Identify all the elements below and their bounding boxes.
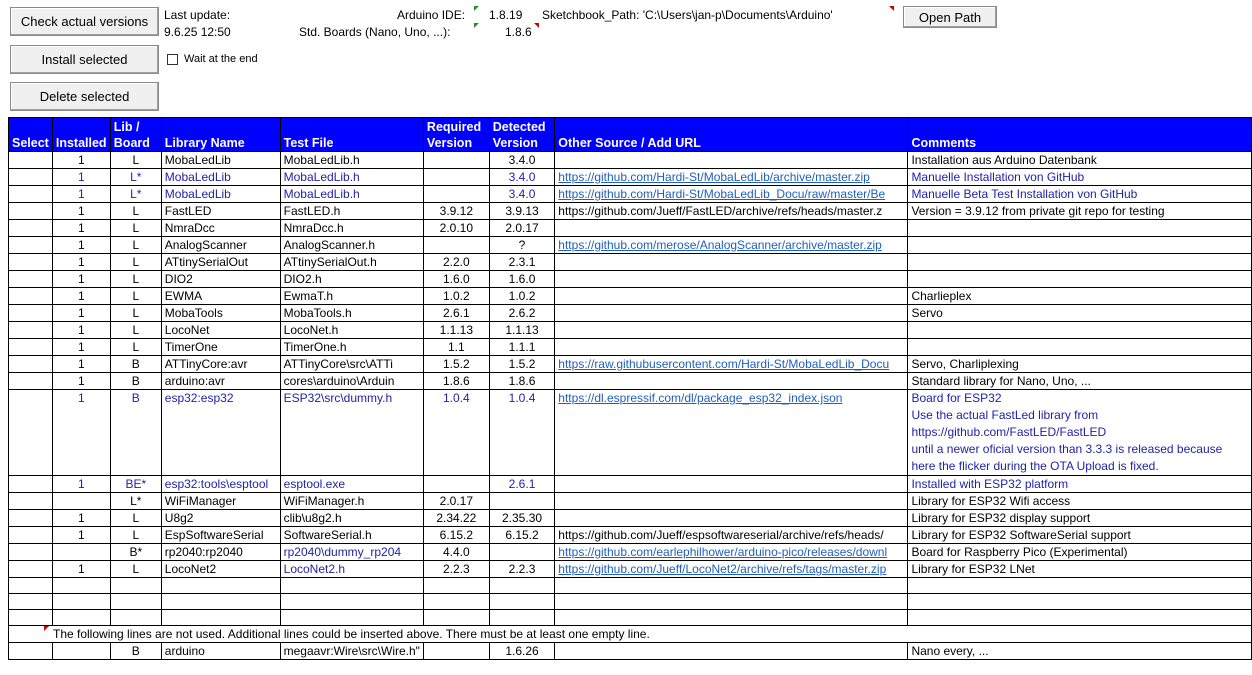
detected-version-cell[interactable]: 3.9.13 bbox=[489, 203, 555, 220]
library-name-cell[interactable]: LocoNet bbox=[161, 322, 280, 339]
library-name-cell[interactable]: MobaLedLib bbox=[161, 186, 280, 203]
comments-cell[interactable] bbox=[908, 322, 1252, 339]
library-name-cell[interactable]: rp2040:rp2040 bbox=[161, 544, 280, 561]
table-row[interactable] bbox=[9, 493, 1252, 510]
library-name-cell[interactable]: arduino:avr bbox=[161, 373, 280, 390]
other-source-cell[interactable] bbox=[555, 288, 908, 305]
required-version-cell[interactable]: 2.2.3 bbox=[423, 561, 489, 578]
installed-cell[interactable]: 1 bbox=[52, 339, 110, 356]
col-header-installed[interactable]: Installed bbox=[52, 118, 110, 152]
empty-cell[interactable] bbox=[52, 610, 110, 626]
detected-version-cell[interactable]: 1.1.13 bbox=[489, 322, 555, 339]
select-cell[interactable] bbox=[9, 288, 53, 305]
lib-board-cell[interactable]: L* bbox=[110, 493, 161, 510]
lib-board-cell[interactable]: B bbox=[110, 643, 161, 660]
select-cell[interactable] bbox=[9, 271, 53, 288]
test-file-cell[interactable]: cores\arduino\Arduin bbox=[280, 373, 423, 390]
table-row[interactable] bbox=[9, 186, 1252, 203]
empty-cell[interactable] bbox=[423, 610, 489, 626]
comments-cell[interactable] bbox=[908, 254, 1252, 271]
arduino-ide-label: Arduino IDE: bbox=[397, 8, 466, 22]
comments-cell[interactable]: Nano every, ... bbox=[908, 643, 1252, 660]
table-row[interactable] bbox=[9, 322, 1252, 339]
detected-version-cell[interactable]: 6.15.2 bbox=[489, 527, 555, 544]
table-row[interactable] bbox=[9, 237, 1252, 254]
library-name-cell[interactable]: MobaLedLib bbox=[161, 169, 280, 186]
other-source-cell[interactable] bbox=[555, 373, 908, 390]
table-row[interactable] bbox=[9, 288, 1252, 305]
empty-cell[interactable] bbox=[161, 610, 280, 626]
detected-version-cell[interactable]: 2.6.1 bbox=[489, 476, 555, 493]
select-cell[interactable] bbox=[9, 322, 53, 339]
select-cell[interactable] bbox=[9, 169, 53, 186]
wait-at-end-label: Wait at the end bbox=[184, 53, 258, 65]
detected-version-cell[interactable]: 2.3.1 bbox=[489, 254, 555, 271]
source-url-link[interactable]: https://dl.espressif.com/dl/package_esp32_index.json bbox=[558, 391, 843, 405]
empty-cell[interactable] bbox=[9, 594, 53, 610]
comments-cell[interactable]: Installed with ESP32 platform bbox=[908, 476, 1252, 493]
table-header-row bbox=[9, 118, 1252, 152]
other-source-cell[interactable] bbox=[555, 305, 908, 322]
table-row[interactable] bbox=[9, 254, 1252, 271]
last-update-value: 9.6.25 12:50 bbox=[164, 25, 231, 39]
empty-cell[interactable] bbox=[110, 594, 161, 610]
delete-selected-button[interactable]: Delete selected bbox=[10, 82, 159, 111]
other-source-cell[interactable] bbox=[555, 169, 908, 186]
other-source-cell[interactable] bbox=[555, 643, 908, 660]
empty-row[interactable] bbox=[9, 610, 1252, 626]
lib-board-cell[interactable]: B bbox=[110, 356, 161, 373]
library-name-cell[interactable]: NmraDcc bbox=[161, 220, 280, 237]
installed-cell[interactable]: 1 bbox=[52, 169, 110, 186]
required-version-cell[interactable]: 2.34.22 bbox=[423, 510, 489, 527]
other-source-cell[interactable] bbox=[555, 339, 908, 356]
table-row[interactable] bbox=[9, 152, 1252, 169]
table-row[interactable] bbox=[9, 643, 1252, 660]
empty-cell[interactable] bbox=[280, 594, 423, 610]
empty-cell[interactable] bbox=[52, 578, 110, 594]
other-source-cell[interactable] bbox=[555, 186, 908, 203]
detected-version-cell[interactable]: 2.6.2 bbox=[489, 305, 555, 322]
detected-version-cell[interactable]: 1.1.1 bbox=[489, 339, 555, 356]
empty-cell[interactable] bbox=[555, 594, 908, 610]
test-file-cell[interactable]: ATTinyCore\src\ATTi bbox=[280, 356, 423, 373]
empty-cell[interactable] bbox=[110, 610, 161, 626]
table-row[interactable] bbox=[9, 356, 1252, 373]
library-name-cell[interactable]: DIO2 bbox=[161, 271, 280, 288]
library-name-cell[interactable]: MobaTools bbox=[161, 305, 280, 322]
other-source-cell[interactable] bbox=[555, 493, 908, 510]
other-source-cell[interactable]: https://github.com/Jueff/FastLED/archive/refs/heads/master.z bbox=[555, 203, 908, 220]
table-row[interactable] bbox=[9, 527, 1252, 544]
lib-board-cell[interactable]: L bbox=[110, 152, 161, 169]
installed-cell[interactable]: 1 bbox=[52, 152, 110, 169]
installed-cell[interactable]: 1 bbox=[52, 476, 110, 493]
other-source-cell[interactable] bbox=[555, 237, 908, 254]
select-cell[interactable] bbox=[9, 203, 53, 220]
comments-cell[interactable] bbox=[908, 271, 1252, 288]
check-actual-versions-button[interactable]: Check actual versions bbox=[10, 7, 159, 36]
empty-cell[interactable] bbox=[52, 594, 110, 610]
test-file-cell[interactable]: MobaTools.h bbox=[280, 305, 423, 322]
empty-cell[interactable] bbox=[489, 578, 555, 594]
installed-cell[interactable]: 1 bbox=[52, 390, 110, 476]
library-name-cell[interactable]: MobaLedLib bbox=[161, 152, 280, 169]
lib-board-cell[interactable]: B* bbox=[110, 544, 161, 561]
detected-version-cell[interactable]: 2.2.3 bbox=[489, 561, 555, 578]
empty-cell[interactable] bbox=[555, 578, 908, 594]
other-source-cell[interactable] bbox=[555, 254, 908, 271]
comment-line: Board for ESP32 bbox=[911, 391, 1002, 405]
test-file-cell[interactable]: clib\u8g2.h bbox=[280, 510, 423, 527]
comments-cell[interactable] bbox=[908, 339, 1252, 356]
test-file-cell[interactable]: rp2040\dummy_rp204 bbox=[280, 544, 423, 561]
comments-cell[interactable]: Library for ESP32 display support bbox=[908, 510, 1252, 527]
select-cell[interactable] bbox=[9, 476, 53, 493]
table-row[interactable] bbox=[9, 305, 1252, 322]
select-cell[interactable] bbox=[9, 254, 53, 271]
select-cell[interactable] bbox=[9, 390, 53, 476]
installed-cell[interactable]: 1 bbox=[52, 527, 110, 544]
installed-cell[interactable]: 1 bbox=[52, 322, 110, 339]
empty-cell[interactable] bbox=[489, 610, 555, 626]
detected-version-cell[interactable] bbox=[489, 493, 555, 510]
col-header-other-source[interactable]: Other Source / Add URL bbox=[555, 118, 908, 152]
required-version-cell[interactable] bbox=[423, 237, 489, 254]
required-version-cell[interactable]: 1.5.2 bbox=[423, 356, 489, 373]
select-cell[interactable] bbox=[9, 339, 53, 356]
empty-cell[interactable] bbox=[280, 578, 423, 594]
empty-cell[interactable] bbox=[908, 578, 1252, 594]
required-version-cell[interactable]: 2.0.10 bbox=[423, 220, 489, 237]
lib-board-cell[interactable]: B bbox=[110, 390, 161, 476]
table-row[interactable] bbox=[9, 169, 1252, 186]
lib-board-cell[interactable]: L bbox=[110, 288, 161, 305]
empty-cell[interactable] bbox=[280, 610, 423, 626]
installed-cell[interactable]: 1 bbox=[52, 561, 110, 578]
library-name-cell[interactable]: EWMA bbox=[161, 288, 280, 305]
detected-version-cell[interactable]: 1.5.2 bbox=[489, 356, 555, 373]
test-file-cell[interactable]: NmraDcc.h bbox=[280, 220, 423, 237]
col-header-detected-version[interactable]: Detected Version bbox=[489, 118, 555, 152]
lib-board-cell[interactable]: L bbox=[110, 220, 161, 237]
required-version-cell[interactable]: 1.6.0 bbox=[423, 271, 489, 288]
table-row[interactable] bbox=[9, 203, 1252, 220]
detected-version-cell[interactable]: 3.4.0 bbox=[489, 152, 555, 169]
library-name-cell[interactable]: esp32:tools\esptool bbox=[161, 476, 280, 493]
other-source-cell[interactable] bbox=[555, 544, 908, 561]
library-name-cell[interactable]: EspSoftwareSerial bbox=[161, 527, 280, 544]
lib-board-cell[interactable]: L bbox=[110, 527, 161, 544]
table-row[interactable] bbox=[9, 544, 1252, 561]
select-cell[interactable] bbox=[9, 373, 53, 390]
library-name-cell[interactable]: FastLED bbox=[161, 203, 280, 220]
source-url-link[interactable]: https://github.com/Hardi-St/MobaLedLib_Docu/raw/master/Be bbox=[558, 187, 886, 201]
select-cell[interactable] bbox=[9, 527, 53, 544]
table-row[interactable] bbox=[9, 271, 1252, 288]
comments-cell[interactable]: Servo bbox=[908, 305, 1252, 322]
select-cell[interactable] bbox=[9, 544, 53, 561]
other-source-cell[interactable] bbox=[555, 561, 908, 578]
detected-version-cell[interactable]: 1.0.2 bbox=[489, 288, 555, 305]
required-version-cell[interactable]: 4.4.0 bbox=[423, 544, 489, 561]
empty-cell[interactable] bbox=[908, 610, 1252, 626]
other-source-cell[interactable] bbox=[555, 220, 908, 237]
select-cell[interactable] bbox=[9, 186, 53, 203]
comment-marker-icon bbox=[474, 23, 479, 28]
test-file-cell[interactable]: LocoNet.h bbox=[280, 322, 423, 339]
lib-board-cell[interactable]: L bbox=[110, 339, 161, 356]
comments-cell[interactable]: Installation aus Arduino Datenbank bbox=[908, 152, 1252, 169]
test-file-cell[interactable]: DIO2.h bbox=[280, 271, 423, 288]
comments-cell[interactable]: Library for ESP32 Wifi access bbox=[908, 493, 1252, 510]
installed-cell[interactable]: 1 bbox=[52, 373, 110, 390]
required-version-cell[interactable] bbox=[423, 643, 489, 660]
installed-cell[interactable]: 1 bbox=[52, 510, 110, 527]
select-cell[interactable] bbox=[9, 510, 53, 527]
lib-board-cell[interactable]: BE* bbox=[110, 476, 161, 493]
note-row bbox=[9, 626, 1252, 643]
library-name-cell[interactable]: WiFiManager bbox=[161, 493, 280, 510]
lib-board-cell[interactable]: L* bbox=[110, 169, 161, 186]
table-row[interactable] bbox=[9, 220, 1252, 237]
comment-line: https://github.com/FastLED/FastLED bbox=[911, 425, 1107, 439]
source-url-link[interactable]: https://github.com/earlephilhower/arduino-pico/releases/downl bbox=[558, 545, 888, 559]
detected-version-cell[interactable]: 1.8.6 bbox=[489, 373, 555, 390]
empty-cell[interactable] bbox=[9, 610, 53, 626]
install-selected-button[interactable]: Install selected bbox=[10, 45, 159, 74]
empty-cell[interactable] bbox=[489, 594, 555, 610]
table-row[interactable] bbox=[9, 390, 1252, 476]
select-cell[interactable] bbox=[9, 305, 53, 322]
open-path-button[interactable]: Open Path bbox=[903, 6, 997, 28]
empty-row[interactable] bbox=[9, 578, 1252, 594]
library-name-cell[interactable]: U8g2 bbox=[161, 510, 280, 527]
source-url-link[interactable]: https://github.com/Jueff/LocoNet2/archive/refs/tags/master.zip bbox=[558, 562, 887, 576]
test-file-cell[interactable]: LocoNet2.h bbox=[280, 561, 423, 578]
lib-board-cell[interactable]: L bbox=[110, 322, 161, 339]
source-url-link[interactable]: https://github.com/merose/AnalogScanner/archive/master.zip bbox=[558, 238, 882, 252]
required-version-cell[interactable]: 1.1.13 bbox=[423, 322, 489, 339]
required-version-cell[interactable] bbox=[423, 186, 489, 203]
table-row[interactable] bbox=[9, 510, 1252, 527]
unused-lines-note bbox=[9, 626, 1252, 643]
comment-marker-icon bbox=[534, 23, 539, 28]
std-boards-label: Std. Boards (Nano, Uno, ...): bbox=[299, 25, 451, 39]
lib-board-cell[interactable]: L bbox=[110, 271, 161, 288]
detected-version-cell[interactable]: 2.35.30 bbox=[489, 510, 555, 527]
table-row[interactable] bbox=[9, 373, 1252, 390]
test-file-cell[interactable]: MobaLedLib.h bbox=[280, 169, 423, 186]
installed-cell[interactable] bbox=[52, 544, 110, 561]
detected-version-cell[interactable]: ? bbox=[489, 237, 555, 254]
comments-cell[interactable]: Board for Raspberry Pico (Experimental) bbox=[908, 544, 1252, 561]
last-update-label: Last update: bbox=[164, 8, 231, 22]
sketchbook-path: Sketchbook_Path: 'C:\Users\jan-p\Documents\Arduino' bbox=[542, 8, 833, 22]
detected-version-cell[interactable]: 1.6.0 bbox=[489, 271, 555, 288]
lib-board-cell[interactable]: L bbox=[110, 510, 161, 527]
select-cell[interactable] bbox=[9, 237, 53, 254]
installed-cell[interactable]: 1 bbox=[52, 237, 110, 254]
comment-line: until a newer oficial version than 3.3.3 is released because bbox=[911, 442, 1223, 456]
required-version-cell[interactable]: 1.0.2 bbox=[423, 288, 489, 305]
comments-cell[interactable] bbox=[908, 220, 1252, 237]
comments-cell[interactable] bbox=[908, 390, 1252, 476]
test-file-cell[interactable]: WiFiManager.h bbox=[280, 493, 423, 510]
required-version-cell[interactable]: 1.0.4 bbox=[423, 390, 489, 476]
test-file-cell[interactable]: MobaLedLib.h bbox=[280, 186, 423, 203]
detected-version-cell[interactable]: 1.6.26 bbox=[489, 643, 555, 660]
detected-version-cell[interactable]: 3.4.0 bbox=[489, 186, 555, 203]
comments-cell[interactable]: Charlieplex bbox=[908, 288, 1252, 305]
required-version-cell[interactable]: 6.15.2 bbox=[423, 527, 489, 544]
lib-board-cell[interactable]: B bbox=[110, 373, 161, 390]
empty-cell[interactable] bbox=[423, 578, 489, 594]
empty-row[interactable] bbox=[9, 594, 1252, 610]
library-table bbox=[8, 117, 1252, 660]
test-file-cell[interactable]: EwmaT.h bbox=[280, 288, 423, 305]
lib-board-cell[interactable]: L* bbox=[110, 186, 161, 203]
select-cell[interactable] bbox=[9, 356, 53, 373]
table-row[interactable] bbox=[9, 561, 1252, 578]
detected-version-cell[interactable]: 2.0.17 bbox=[489, 220, 555, 237]
installed-cell[interactable]: 1 bbox=[52, 203, 110, 220]
comments-cell[interactable]: Standard library for Nano, Uno, ... bbox=[908, 373, 1252, 390]
library-name-cell[interactable]: ATTinyCore:avr bbox=[161, 356, 280, 373]
empty-cell[interactable] bbox=[161, 594, 280, 610]
other-source-cell[interactable] bbox=[555, 476, 908, 493]
installed-cell[interactable]: 1 bbox=[52, 220, 110, 237]
required-version-cell[interactable] bbox=[423, 152, 489, 169]
wait-at-end-checkbox[interactable] bbox=[167, 54, 178, 65]
installed-cell[interactable]: 1 bbox=[52, 356, 110, 373]
col-header-library-name[interactable]: Library Name bbox=[161, 118, 280, 152]
col-header-test-file[interactable]: Test File bbox=[280, 118, 423, 152]
library-name-cell[interactable]: AnalogScanner bbox=[161, 237, 280, 254]
test-file-cell[interactable]: esptool.exe bbox=[280, 476, 423, 493]
other-source-cell[interactable] bbox=[555, 152, 908, 169]
installed-cell[interactable]: 1 bbox=[52, 305, 110, 322]
required-version-cell[interactable]: 2.0.17 bbox=[423, 493, 489, 510]
col-header-select[interactable]: Select bbox=[9, 118, 53, 152]
table-row[interactable] bbox=[9, 339, 1252, 356]
installed-cell[interactable]: 1 bbox=[52, 271, 110, 288]
installed-cell[interactable] bbox=[52, 493, 110, 510]
test-file-cell[interactable]: FastLED.h bbox=[280, 203, 423, 220]
installed-cell[interactable] bbox=[52, 643, 110, 660]
note-text: The following lines are not used. Additional lines could be inserted above. There must be at least one empty line. bbox=[53, 627, 650, 641]
col-header-lib-board[interactable]: Lib / Board bbox=[110, 118, 161, 152]
col-header-comments[interactable]: Comments bbox=[908, 118, 1252, 152]
comment-marker-icon bbox=[474, 6, 479, 11]
lib-board-cell[interactable]: L bbox=[110, 254, 161, 271]
detected-version-cell[interactable] bbox=[489, 544, 555, 561]
installed-cell[interactable]: 1 bbox=[52, 186, 110, 203]
required-version-cell[interactable]: 1.1 bbox=[423, 339, 489, 356]
other-source-cell[interactable]: https://github.com/Jueff/espsoftwareserial/archive/refs/heads/ bbox=[555, 527, 908, 544]
test-file-cell[interactable]: AnalogScanner.h bbox=[280, 237, 423, 254]
other-source-cell[interactable] bbox=[555, 356, 908, 373]
required-version-cell[interactable]: 2.6.1 bbox=[423, 305, 489, 322]
test-file-cell[interactable]: TimerOne.h bbox=[280, 339, 423, 356]
comments-cell[interactable] bbox=[908, 237, 1252, 254]
detected-version-cell[interactable]: 1.0.4 bbox=[489, 390, 555, 476]
comments-cell[interactable]: Library for ESP32 SoftwareSerial support bbox=[908, 527, 1252, 544]
library-name-cell[interactable]: arduino bbox=[161, 643, 280, 660]
library-name-cell[interactable]: ATtinySerialOut bbox=[161, 254, 280, 271]
library-name-cell[interactable]: LocoNet2 bbox=[161, 561, 280, 578]
source-url-link[interactable]: https://raw.githubusercontent.com/Hardi-St/MobaLedLib_Docu bbox=[558, 357, 890, 371]
test-file-cell[interactable]: ESP32\src\dummy.h bbox=[280, 390, 423, 476]
comment-marker-icon bbox=[889, 6, 894, 11]
empty-cell[interactable] bbox=[555, 610, 908, 626]
source-url-link[interactable]: https://github.com/Hardi-St/MobaLedLib/archive/master.zip bbox=[558, 170, 870, 184]
select-cell[interactable] bbox=[9, 220, 53, 237]
test-file-cell[interactable]: SoftwareSerial.h bbox=[280, 527, 423, 544]
comments-cell[interactable]: Servo, Charliplexing bbox=[908, 356, 1252, 373]
installed-cell[interactable]: 1 bbox=[52, 254, 110, 271]
other-source-cell[interactable] bbox=[555, 510, 908, 527]
test-file-cell[interactable]: ATtinySerialOut.h bbox=[280, 254, 423, 271]
empty-cell[interactable] bbox=[9, 578, 53, 594]
required-version-cell[interactable]: 1.8.6 bbox=[423, 373, 489, 390]
test-file-cell[interactable]: megaavr:Wire\src\Wire.h" bbox=[280, 643, 423, 660]
required-version-cell[interactable]: 2.2.0 bbox=[423, 254, 489, 271]
select-cell[interactable] bbox=[9, 643, 53, 660]
detected-version-cell[interactable]: 3.4.0 bbox=[489, 169, 555, 186]
empty-cell[interactable] bbox=[908, 594, 1252, 610]
select-cell[interactable] bbox=[9, 561, 53, 578]
required-version-cell[interactable] bbox=[423, 169, 489, 186]
test-file-cell[interactable]: MobaLedLib.h bbox=[280, 152, 423, 169]
other-source-cell[interactable] bbox=[555, 271, 908, 288]
required-version-cell[interactable] bbox=[423, 476, 489, 493]
library-name-cell[interactable]: TimerOne bbox=[161, 339, 280, 356]
lib-board-cell[interactable]: L bbox=[110, 561, 161, 578]
comment-marker-icon bbox=[44, 626, 49, 631]
comment-line: here the flicker during the OTA Upload is fixed. bbox=[911, 459, 1159, 473]
select-cell[interactable] bbox=[9, 493, 53, 510]
empty-cell[interactable] bbox=[161, 578, 280, 594]
comments-cell[interactable]: Manuelle Beta Test Installation von GitHub bbox=[908, 186, 1252, 203]
arduino-ide-version: 1.8.19 bbox=[489, 8, 523, 22]
table-row[interactable] bbox=[9, 476, 1252, 493]
std-boards-version: 1.8.6 bbox=[505, 25, 532, 39]
col-header-required-version[interactable]: Required Version bbox=[423, 118, 489, 152]
other-source-cell[interactable] bbox=[555, 390, 908, 476]
lib-board-cell[interactable]: L bbox=[110, 305, 161, 322]
required-version-cell[interactable]: 3.9.12 bbox=[423, 203, 489, 220]
comments-cell[interactable]: Manuelle Installation von GitHub bbox=[908, 169, 1252, 186]
comments-cell[interactable]: Library for ESP32 LNet bbox=[908, 561, 1252, 578]
comments-cell[interactable]: Version = 3.9.12 from private git repo for testing bbox=[908, 203, 1252, 220]
select-cell[interactable] bbox=[9, 152, 53, 169]
empty-cell[interactable] bbox=[423, 594, 489, 610]
comment-line: Use the actual FastLed library from bbox=[911, 408, 1099, 422]
lib-board-cell[interactable]: L bbox=[110, 237, 161, 254]
installed-cell[interactable]: 1 bbox=[52, 288, 110, 305]
other-source-cell[interactable] bbox=[555, 322, 908, 339]
lib-board-cell[interactable]: L bbox=[110, 203, 161, 220]
empty-cell[interactable] bbox=[110, 578, 161, 594]
library-name-cell[interactable]: esp32:esp32 bbox=[161, 390, 280, 476]
